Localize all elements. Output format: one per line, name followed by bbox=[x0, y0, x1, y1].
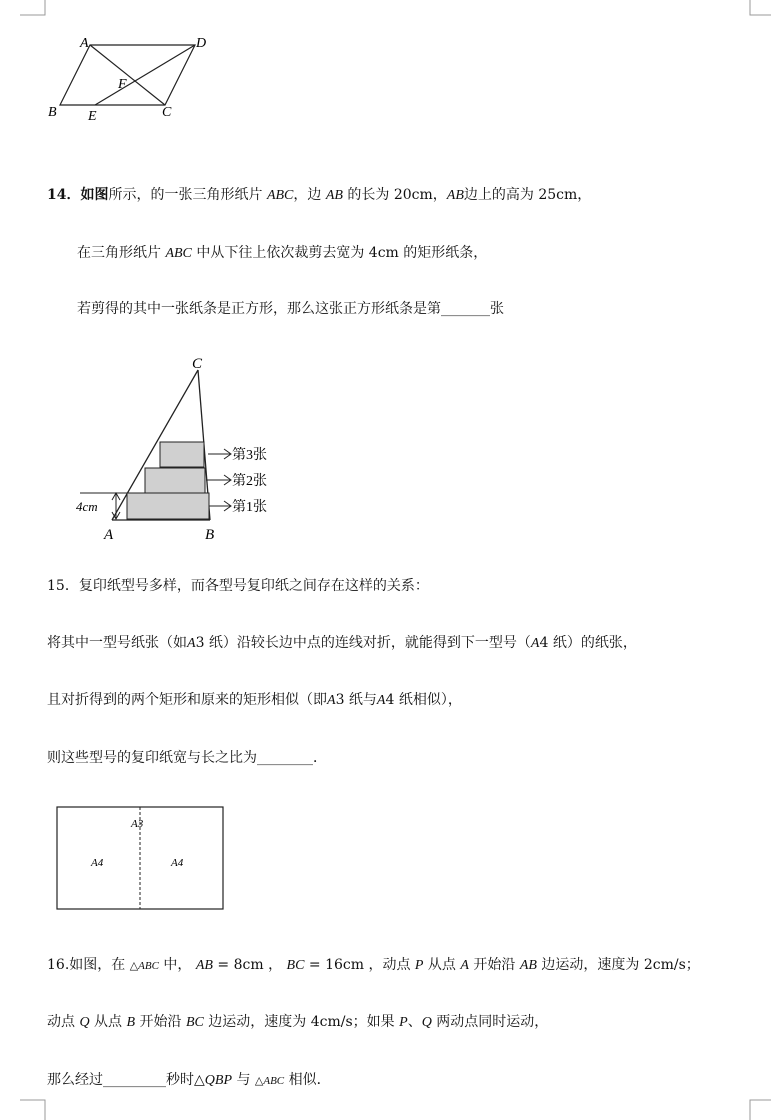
label-E: E bbox=[88, 109, 97, 124]
strip-3 bbox=[160, 442, 204, 467]
q16-line-2: 动点 Q 从点 B 开始沿 BC 边运动，速度为 4cm/s；如果 P、Q 两动点同时运动， bbox=[47, 1014, 549, 1030]
label-4cm: 4cm bbox=[76, 499, 98, 514]
corner-mark-bottom-right bbox=[745, 1095, 771, 1120]
q14-line-1: 14．如图所示，的一张三角形纸片 ABC，边 AB 的长为 20cm，AB边上的高为 25cm， bbox=[47, 187, 592, 203]
corner-mark-bottom-left bbox=[20, 1095, 50, 1120]
label-strip-2: 第2张 bbox=[232, 474, 267, 489]
label-strip-3: 第3张 bbox=[232, 448, 267, 463]
label-C: C bbox=[162, 105, 172, 120]
triangle-strips-figure bbox=[70, 350, 300, 545]
corner-mark-top-left bbox=[20, 0, 50, 20]
q15-line-4: 则这些型号的复印纸宽与长之比为________． bbox=[47, 750, 327, 766]
q14-number: 14． bbox=[47, 187, 81, 203]
label-A3: A3 bbox=[131, 818, 144, 830]
q16-line-3: 那么经过_________秒时△QBP 与 △ABC 相似． bbox=[47, 1072, 331, 1088]
label-B2: B bbox=[205, 527, 215, 543]
label-strip-1: 第1张 bbox=[232, 500, 267, 515]
label-D: D bbox=[196, 36, 207, 51]
label-F: F bbox=[118, 77, 127, 92]
label-C2: C bbox=[192, 356, 203, 372]
paper-fold-figure bbox=[55, 805, 227, 913]
q14-line-2: 在三角形纸片 ABC 中从下往上依次裁剪去宽为 4cm 的矩形纸条， bbox=[77, 245, 488, 261]
label-B: B bbox=[48, 105, 57, 120]
q15-line-3: 且对折得到的两个矩形和原来的矩形相似（即A3 纸与A4 纸相似）， bbox=[47, 692, 462, 708]
corner-mark-top-right bbox=[745, 0, 771, 20]
q15-line-1: 15．复印纸型号多样，而各型号复印纸之间存在这样的关系： bbox=[47, 578, 429, 594]
q16-line-1: 16.如图，在 △ABC 中， AB = 8cm ， BC = 16cm ，动点 P 从点 A 开始沿 AB 边运动，速度为 2cm/s； bbox=[47, 957, 700, 973]
label-A4-left: A4 bbox=[91, 857, 104, 869]
strip-2 bbox=[145, 468, 205, 493]
q14-line-3: 若剪得的其中一张纸条是正方形，那么这张正方形纸条是第_______张 bbox=[77, 301, 504, 317]
label-A: A bbox=[80, 36, 89, 51]
parallelogram-figure bbox=[40, 30, 230, 130]
label-A2: A bbox=[104, 527, 114, 543]
label-A4-right: A4 bbox=[171, 857, 184, 869]
q15-line-2: 将其中一型号纸张（如A3 纸）沿较长边中点的连线对折，就能得到下一型号（A4 纸）的纸张， bbox=[47, 635, 637, 651]
strip-1 bbox=[127, 493, 209, 519]
